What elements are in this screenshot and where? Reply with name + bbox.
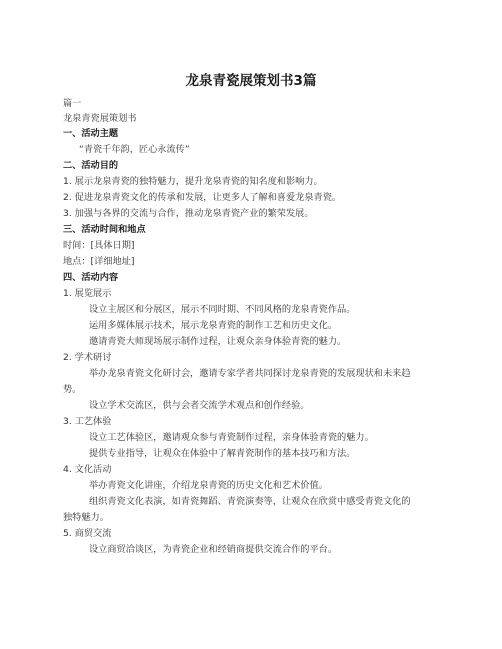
part-label: 篇一	[63, 98, 82, 109]
content-item-line: 运用多媒体展示技术，展示龙泉青瓷的制作工艺和历史文化。	[89, 320, 338, 331]
content-item-line: 组织青瓷文化表演，如青瓷舞蹈、青瓷演奏等，让观众在欣赏中感受青瓷文化的	[89, 496, 411, 507]
content-item-title: 1. 展览展示	[63, 288, 112, 299]
purpose-item: 2. 促进龙泉青瓷文化的传承和发展，让更多人了解和喜爱龙泉青瓷。	[63, 192, 342, 203]
purpose-item: 3. 加强与各界的交流与合作，推动龙泉青瓷产业的繁荣发展。	[63, 208, 314, 219]
content-item-title: 5. 商贸交流	[63, 528, 112, 539]
content-item-line: 提供专业指导，让观众在体验中了解青瓷制作的基本技巧和方法。	[89, 448, 356, 459]
section-heading-content: 四、活动内容	[63, 272, 119, 283]
content-item-title: 4. 文化活动	[63, 464, 112, 475]
event-place: 地点：[详细地址]	[63, 256, 135, 267]
document-title: 龙泉青瓷展策划书3篇	[185, 73, 317, 89]
content-item-line: 独特魅力。	[63, 512, 109, 523]
content-item-line: 举办龙泉青瓷文化研讨会，邀请专家学者共同探讨龙泉青瓷的发展现状和未来趋	[89, 368, 411, 379]
content-item-line: 势。	[63, 384, 82, 395]
event-time: 时间：[具体日期]	[63, 240, 135, 251]
content-item-line: 设立工艺体验区，邀请观众参与青瓷制作过程，亲身体验青瓷的魅力。	[89, 432, 374, 443]
document-subtitle: 龙泉青瓷展策划书	[63, 113, 137, 124]
content-item-line: 举办青瓷文化讲座，介绍龙泉青瓷的历史文化和艺术价值。	[89, 480, 328, 491]
content-item-line: 设立学术交流区，供与会者交流学术观点和创作经验。	[89, 400, 310, 411]
content-item-line: 设立商贸洽谈区，为青瓷企业和经销商提供交流合作的平台。	[89, 544, 338, 555]
content-item-line: 邀请青瓷大师现场展示制作过程，让观众亲身体验青瓷的魅力。	[89, 336, 347, 347]
section-heading-time-place: 三、活动时间和地点	[63, 224, 146, 235]
content-item-line: 设立主展区和分展区，展示不同时期、不同风格的龙泉青瓷作品。	[89, 304, 356, 315]
content-item-title: 2. 学术研讨	[63, 352, 112, 363]
section-heading-theme: 一、活动主题	[63, 128, 119, 139]
purpose-item: 1. 展示龙泉青瓷的独特魅力，提升龙泉青瓷的知名度和影响力。	[63, 176, 323, 187]
section-heading-purpose: 二、活动目的	[63, 160, 119, 171]
content-item-title: 3. 工艺体验	[63, 416, 112, 427]
theme-text: “青瓷千年韵，匠心永流传”	[79, 144, 190, 155]
